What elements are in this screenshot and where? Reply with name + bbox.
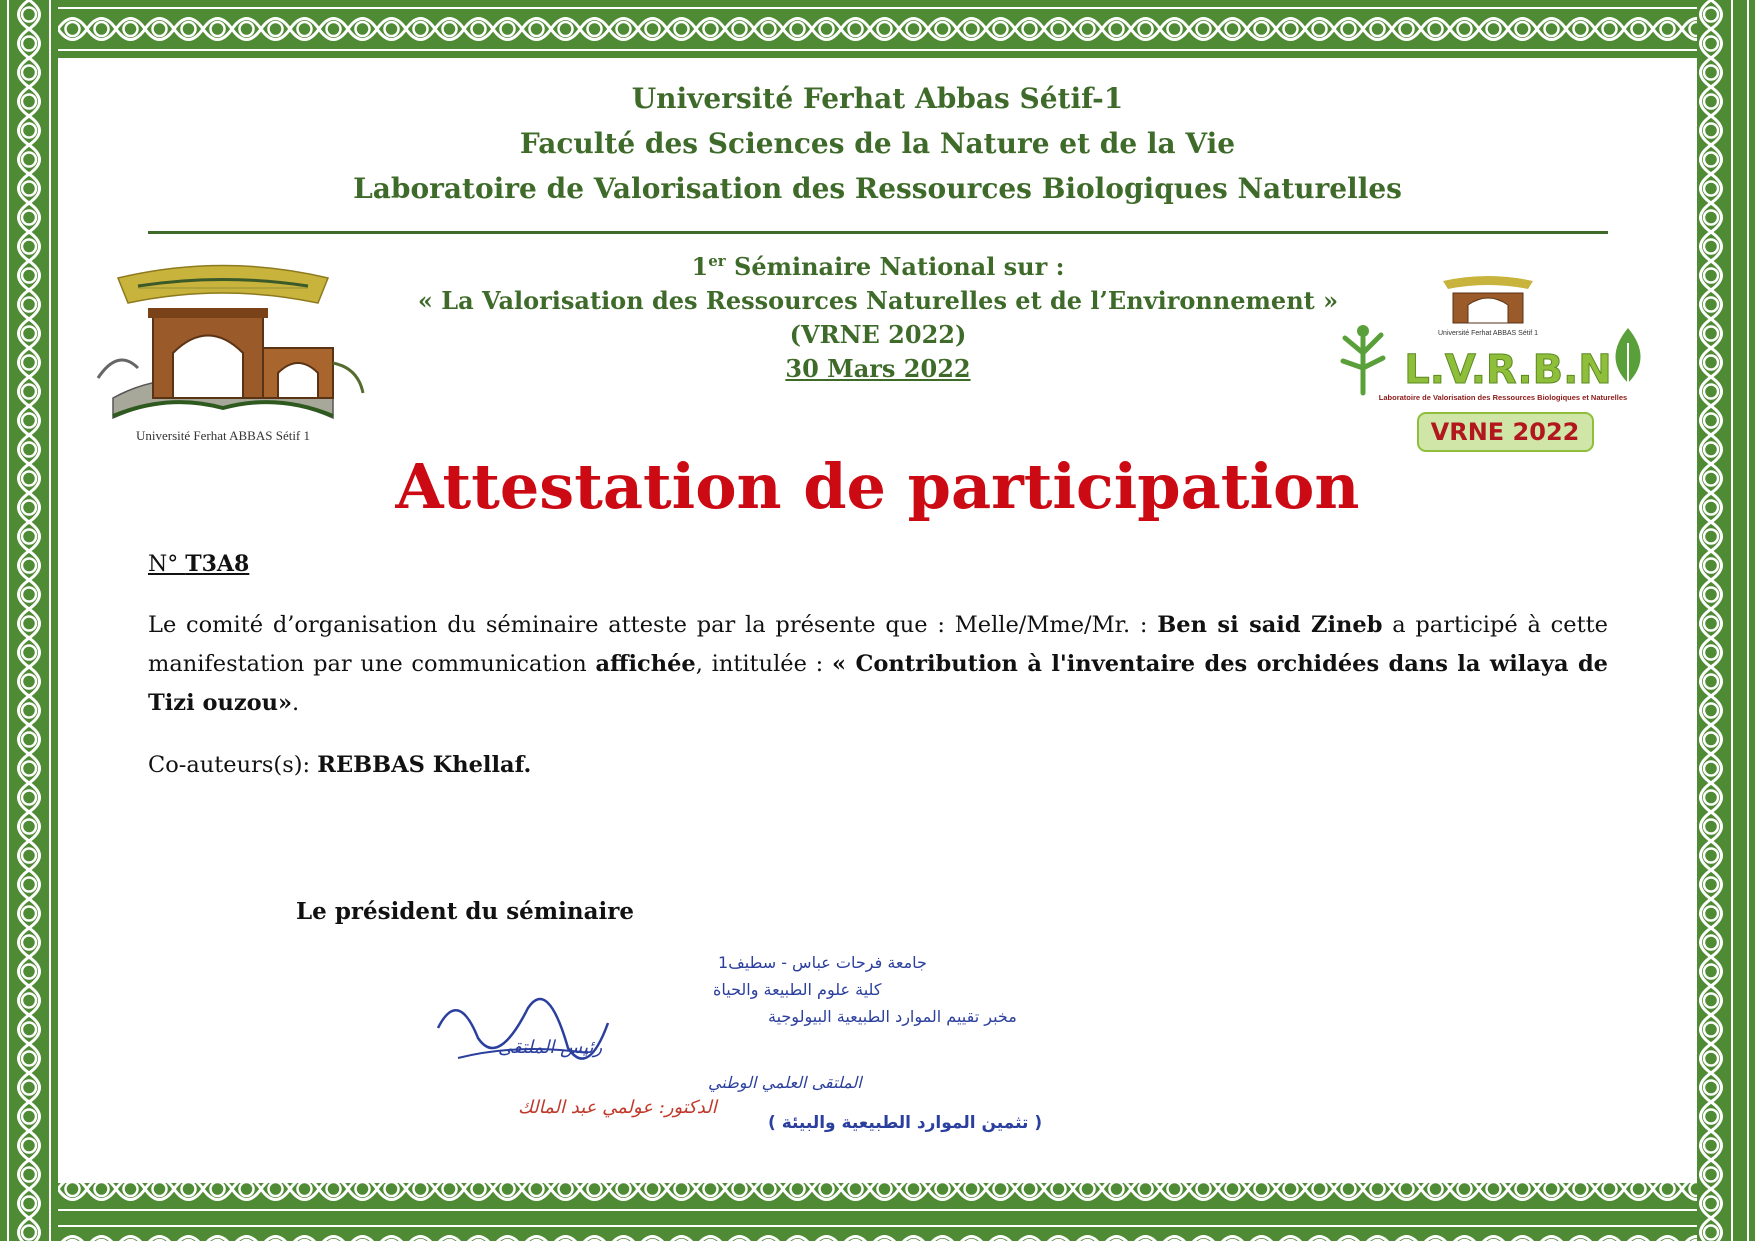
certificate-number: [148, 551, 249, 577]
statement-part-1: Le comité d’organisation du séminaire atteste par la présente que : Melle/Mme/Mr. :: [148, 612, 1158, 638]
certificate-title: Attestation de participation: [395, 450, 1360, 523]
seminar-date: 30 Mars 2022: [785, 354, 971, 383]
statement-part-2: a participé à cette manifestation par une communication: [148, 612, 1609, 677]
stamp-line-lab: مخبر تقييم الموارد الطبيعية البيولوجية: [768, 1007, 1017, 1026]
university-name: Université Ferhat Abbas Sétif-1: [631, 82, 1124, 115]
handwritten-president: رئيس الملتقى: [498, 1037, 603, 1058]
header-divider: [148, 231, 1608, 234]
vrne-badge-label: VRNE 2022: [1430, 418, 1580, 446]
seminar-block: [358, 244, 1398, 386]
faculty-name: Faculté des Sciences de la Nature et de la Vie: [519, 127, 1236, 160]
laboratory-name: Laboratoire de Valorisation des Ressources Biologiques Naturelles: [353, 172, 1402, 205]
statement-part-3: , intitulée :: [695, 651, 832, 677]
handwritten-doctor: الدكتور: عولمي عبد المالك: [518, 1097, 717, 1118]
university-logo: [78, 248, 368, 453]
communication-title: « Contribution à l'inventaire des orchidées dans la wilaya de Tizi ouzou»: [148, 651, 1608, 716]
coauthors-names: REBBAS Khellaf.: [317, 752, 532, 778]
coauthors-label: Co-auteurs(s):: [148, 752, 318, 778]
official-stamp-signature: [188, 948, 1043, 1198]
university-logo-caption: Université Ferhat ABBAS Sétif 1: [135, 428, 311, 443]
participant-name: Ben si said Zineb: [1157, 612, 1383, 638]
stamp-line-university: جامعة فرحات عباس - سطيف1: [718, 953, 927, 972]
seminar-ordinal-suffix: er: [708, 252, 726, 270]
institution-header: [58, 76, 1697, 211]
communication-type: affichée: [595, 651, 696, 677]
lab-logo-small-caption: Université Ferhat ABBAS Sétif 1: [1438, 330, 1538, 337]
statement-part-4: .: [292, 690, 300, 716]
seminar-theme: « La Valorisation des Ressources Naturelles et de l’Environnement »: [417, 286, 1339, 315]
seminar-acronym: (VRNE 2022): [789, 320, 967, 349]
coauthors-line: [148, 752, 531, 778]
president-label: Le président du séminaire: [296, 898, 634, 925]
seminar-ordinal: 1: [691, 252, 709, 281]
seminar-heading: [358, 244, 1398, 284]
certificate-number-value: T3A8: [185, 551, 250, 577]
certificate-number-label: N°: [148, 552, 186, 577]
stamp-theme: ( تثمين الموارد الطبيعية والبيئة ): [768, 1113, 1043, 1133]
certificate-statement: [148, 606, 1608, 723]
seminar-label: Séminaire National sur :: [725, 252, 1065, 281]
lab-acronym: L.V.R.B.N: [1404, 347, 1612, 393]
certificate-body: [58, 58, 1697, 1183]
stamp-line-faculty: كلية علوم الطبيعة والحياة: [713, 980, 882, 999]
handwritten-seminar: الملتقى العلمي الوطني: [708, 1073, 862, 1092]
lab-full-name: Laboratoire de Valorisation des Ressources Biologiques et Naturelles: [1378, 393, 1628, 402]
